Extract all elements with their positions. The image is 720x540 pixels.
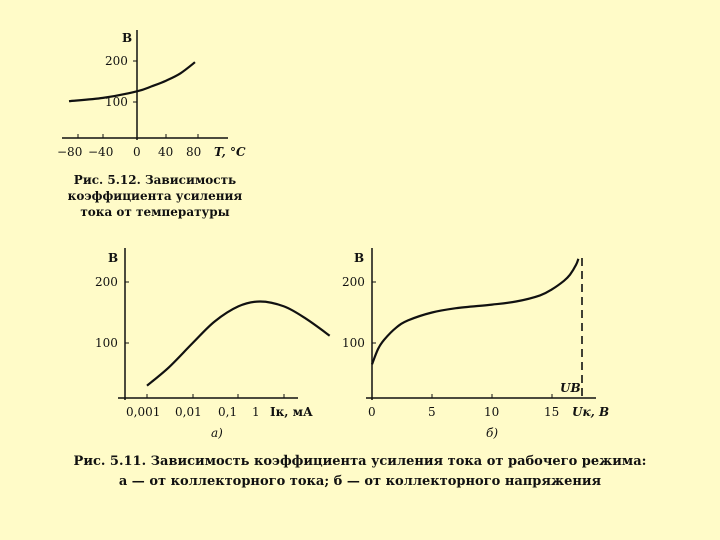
caption-text: а — от коллекторного тока; б — от коллекторного напряжения	[118, 474, 602, 489]
panel-label-a: а)	[211, 426, 223, 440]
cur-x-tick: 1	[252, 405, 260, 419]
cur-y-tick: 200	[95, 275, 118, 289]
temp-series-line	[69, 62, 195, 101]
caption-fig-5-11	[40, 452, 680, 492]
temp-x-ticks	[57, 145, 246, 159]
volt-y-label: B	[354, 251, 365, 265]
cur-x-tick: 0,01	[175, 405, 202, 419]
cur-x-tick: 0,1	[218, 405, 238, 419]
volt-y-tick: 100	[342, 336, 365, 350]
temp-y-tick: 100	[105, 95, 128, 109]
temp-x-tick: −80	[57, 145, 83, 159]
chart-current	[95, 248, 330, 440]
volt-x-tick: 5	[428, 405, 436, 419]
volt-x-tick: 0	[368, 405, 376, 419]
cur-x-tick: 0,001	[126, 405, 161, 419]
chart-temperature	[57, 30, 246, 159]
volt-series-line	[372, 259, 578, 365]
caption-label: Рис. 5.11.	[73, 454, 147, 469]
cur-y-tick: 100	[95, 336, 118, 350]
cur-series-line	[147, 302, 330, 386]
temp-y-label: B	[122, 31, 133, 45]
cur-x-label: Iк, мА	[270, 405, 313, 419]
volt-x-tick: 15	[544, 405, 560, 419]
temp-y-tick: 200	[105, 54, 128, 68]
volt-x-label: Uк, В	[572, 405, 610, 419]
temp-x-tick: 80	[186, 145, 202, 159]
volt-y-tick: 200	[342, 275, 365, 289]
volt-breakdown-label: UB	[560, 381, 581, 395]
panel-label-b: б)	[486, 426, 499, 440]
volt-x-tick: 10	[484, 405, 500, 419]
caption-text: Зависимость коэффициента усиления тока от рабочего режима:	[150, 454, 647, 469]
caption-text: коэффициента усиления	[67, 189, 243, 203]
temp-x-tick: −40	[88, 145, 114, 159]
cur-y-label: B	[108, 251, 119, 265]
caption-fig-5-12	[60, 172, 250, 220]
temp-x-label: T, °C	[214, 145, 246, 159]
caption-text: тока от температуры	[80, 205, 230, 219]
chart-voltage	[342, 248, 609, 440]
caption-text: Зависимость	[144, 173, 237, 187]
temp-x-tick: 40	[158, 145, 174, 159]
caption-label: Рис. 5.12.	[73, 173, 141, 187]
temp-x-tick: 0	[133, 145, 141, 159]
